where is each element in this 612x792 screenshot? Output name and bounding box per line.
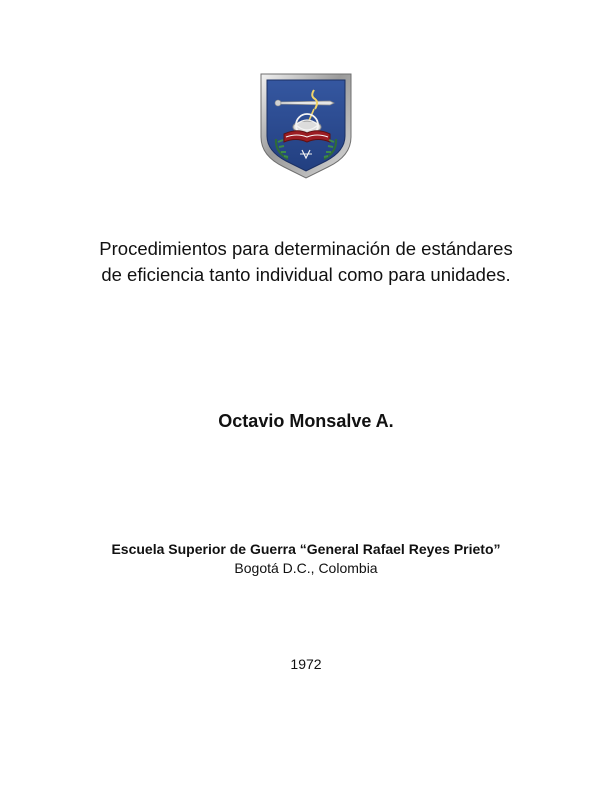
title-line-2: de eficiencia tanto individual como para unidades. xyxy=(101,264,511,285)
author-name: Octavio Monsalve A. xyxy=(218,411,394,431)
document-title xyxy=(40,236,572,288)
title-line-1: Procedimientos para determinación de estándares xyxy=(99,238,513,259)
school-crest-icon xyxy=(257,70,355,182)
publication-year: 1972 xyxy=(290,656,322,672)
institution-name: Escuela Superior de Guerra “General Rafael Reyes Prieto” xyxy=(111,541,501,557)
location-text: Bogotá D.C., Colombia xyxy=(234,560,378,576)
